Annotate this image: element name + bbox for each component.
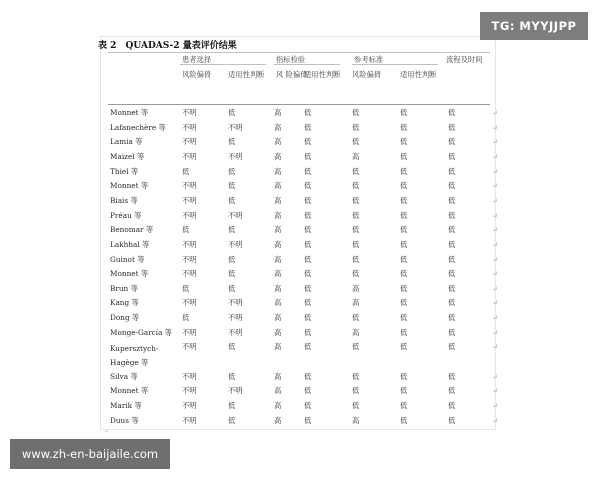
rating-cell: 低 bbox=[400, 313, 408, 323]
rating-cell: 低 bbox=[400, 415, 408, 425]
study-name: Duus 等 bbox=[110, 415, 139, 425]
table-row bbox=[108, 108, 499, 123]
rating-cell: 高 bbox=[274, 415, 282, 425]
rating-cell: 低 bbox=[400, 283, 408, 293]
cell-end-mark-icon: ↵ bbox=[492, 239, 499, 249]
table-row bbox=[108, 166, 499, 182]
rating-cell: 低 bbox=[228, 269, 236, 279]
table-row bbox=[108, 195, 499, 211]
rating-cell: 高 bbox=[274, 181, 282, 191]
rating-cell: 不明 bbox=[228, 298, 243, 308]
rating-cell: 低 bbox=[400, 400, 408, 410]
watermark-bottom: www.zh-en-baijaile.com bbox=[10, 439, 170, 469]
rating-cell: 低 bbox=[304, 151, 312, 161]
rating-cell: 高 bbox=[274, 313, 282, 323]
rating-cell: 低 bbox=[448, 137, 456, 147]
rating-cell: 低 bbox=[352, 400, 360, 410]
rating-cell: 不明 bbox=[228, 239, 243, 249]
subheader-applicability: 适用性判断 bbox=[304, 70, 341, 79]
cell-end-mark-icon: ↵ bbox=[492, 386, 499, 396]
rating-cell: 低 bbox=[400, 108, 408, 117]
rating-cell: 低 bbox=[448, 342, 456, 352]
cell-end-mark-icon: ↵ bbox=[492, 181, 499, 191]
cell-end-mark-icon: ↵ bbox=[492, 313, 499, 323]
table-row bbox=[108, 415, 499, 431]
rating-cell: 低 bbox=[228, 225, 236, 235]
rating-cell: 低 bbox=[352, 225, 360, 235]
table-row bbox=[108, 122, 499, 138]
study-name: Biais 等 bbox=[110, 195, 138, 205]
rating-cell: 低 bbox=[228, 400, 236, 410]
header-bottom-rule bbox=[108, 104, 490, 105]
table-row bbox=[108, 400, 499, 416]
rating-cell: 低 bbox=[304, 313, 312, 323]
study-name: Monge-García 等 bbox=[110, 327, 173, 337]
rating-cell: 低 bbox=[400, 327, 408, 337]
study-name: Monnet 等 bbox=[110, 108, 149, 117]
table-row bbox=[108, 137, 499, 152]
rating-cell: 低 bbox=[352, 122, 360, 132]
rating-cell: 低 bbox=[304, 210, 312, 220]
rating-cell: 低 bbox=[352, 166, 360, 176]
rating-cell: 不明 bbox=[182, 298, 197, 308]
rating-cell: 低 bbox=[448, 371, 456, 381]
rating-cell: 不明 bbox=[182, 137, 197, 147]
rating-cell: 高 bbox=[274, 400, 282, 410]
rating-cell: 不明 bbox=[182, 210, 197, 220]
rating-cell: 低 bbox=[182, 283, 190, 293]
table-row bbox=[108, 151, 499, 167]
rating-cell: 低 bbox=[352, 313, 360, 323]
rating-cell: 低 bbox=[228, 283, 236, 293]
study-name: Dong 等 bbox=[110, 313, 140, 323]
caption-title: QUADAS-2 量表评价结果 bbox=[125, 41, 237, 51]
rating-cell: 高 bbox=[274, 239, 282, 249]
study-name: Brun 等 bbox=[110, 283, 138, 293]
header-patient-selection: 患者选择 bbox=[182, 55, 212, 64]
cell-end-mark-icon: ↵ bbox=[492, 298, 499, 308]
cell-end-mark-icon: ↵ bbox=[492, 195, 499, 205]
rating-cell: 低 bbox=[352, 181, 360, 191]
rating-cell: 低 bbox=[400, 269, 408, 279]
rating-cell: 高 bbox=[352, 283, 360, 293]
study-name: Monnet 等 bbox=[110, 386, 149, 396]
subheader-risk-bias: 风险偏倚 bbox=[182, 70, 212, 79]
rating-cell: 低 bbox=[304, 195, 312, 205]
rating-cell: 高 bbox=[274, 269, 282, 279]
rating-cell: 低 bbox=[400, 210, 408, 220]
rating-cell: 低 bbox=[304, 166, 312, 176]
rating-cell: 不明 bbox=[182, 342, 197, 352]
subheader-applicability: 适用性判断 bbox=[400, 70, 437, 79]
rating-cell: 低 bbox=[304, 137, 312, 147]
rating-cell: 低 bbox=[304, 108, 312, 117]
rating-cell: 低 bbox=[400, 342, 408, 352]
table-row bbox=[108, 283, 499, 299]
rating-cell: 低 bbox=[304, 122, 312, 132]
rating-cell: 低 bbox=[304, 415, 312, 425]
study-name: Guinot 等 bbox=[110, 254, 145, 264]
subheader-risk-bias: 风 险偏倚 bbox=[276, 70, 308, 79]
watermark-top: TG: MYYJJPP bbox=[480, 12, 588, 40]
rating-cell: 低 bbox=[352, 371, 360, 381]
rating-cell: 不明 bbox=[228, 122, 243, 132]
rating-cell: 高 bbox=[274, 225, 282, 235]
rating-cell: 低 bbox=[400, 225, 408, 235]
study-name: Lakhhal 等 bbox=[110, 239, 150, 249]
cell-end-mark-icon: ↵ bbox=[492, 269, 499, 279]
header-index-test: 指标检验 bbox=[276, 55, 306, 64]
table-row bbox=[108, 386, 499, 401]
study-name: Monnet 等 bbox=[110, 181, 149, 191]
rating-cell: 不明 bbox=[228, 151, 243, 161]
rating-cell: 不明 bbox=[182, 122, 197, 132]
rating-cell: 低 bbox=[448, 254, 456, 264]
table-row bbox=[108, 342, 499, 371]
cell-end-mark-icon: ↵ bbox=[492, 108, 499, 117]
rating-cell: 低 bbox=[182, 313, 190, 323]
rating-cell: 低 bbox=[304, 327, 312, 337]
rating-cell: 低 bbox=[400, 239, 408, 249]
cell-end-mark-icon: ↵ bbox=[492, 415, 499, 425]
rating-cell: 低 bbox=[304, 298, 312, 308]
cell-end-mark-icon: ↵ bbox=[492, 371, 499, 381]
rating-cell: 不明 bbox=[182, 254, 197, 264]
rating-cell: 低 bbox=[352, 210, 360, 220]
caption-number: 表 2 bbox=[98, 41, 117, 51]
rating-cell: 低 bbox=[400, 122, 408, 132]
cell-end-mark-icon: ↵ bbox=[492, 283, 499, 293]
rating-cell: 低 bbox=[448, 386, 456, 396]
rating-cell: 低 bbox=[448, 122, 456, 132]
rating-cell: 低 bbox=[448, 225, 456, 235]
table-row bbox=[108, 254, 499, 270]
rating-cell: 低 bbox=[448, 415, 456, 425]
rating-cell: 低 bbox=[448, 108, 456, 117]
rating-cell: 低 bbox=[228, 195, 236, 205]
table-row bbox=[108, 239, 499, 255]
rating-cell: 不明 bbox=[182, 108, 197, 117]
study-name: Lamia 等 bbox=[110, 137, 143, 147]
study-name: Thiel 等 bbox=[110, 166, 139, 176]
rating-cell: 低 bbox=[228, 342, 236, 352]
table-row bbox=[108, 225, 499, 240]
rating-cell: 高 bbox=[274, 386, 282, 396]
rating-cell: 低 bbox=[304, 386, 312, 396]
rating-cell: 低 bbox=[304, 371, 312, 381]
rating-cell: 低 bbox=[352, 137, 360, 147]
rating-cell: 不明 bbox=[182, 327, 197, 337]
rating-cell: 高 bbox=[274, 195, 282, 205]
rating-cell: 低 bbox=[448, 327, 456, 337]
cell-end-mark-icon: ↵ bbox=[492, 151, 499, 161]
rating-cell: 低 bbox=[448, 269, 456, 279]
rating-cell: 高 bbox=[352, 298, 360, 308]
rating-cell: 低 bbox=[182, 225, 190, 235]
cell-end-mark-icon: ↵ bbox=[492, 210, 499, 220]
rating-cell: 低 bbox=[448, 195, 456, 205]
rating-cell: 低 bbox=[352, 254, 360, 264]
rating-cell: 高 bbox=[352, 151, 360, 161]
rating-cell: 高 bbox=[274, 151, 282, 161]
rating-cell: 高 bbox=[274, 166, 282, 176]
table-row bbox=[108, 269, 499, 284]
table-row bbox=[108, 371, 499, 387]
cell-end-mark-icon: ↵ bbox=[492, 166, 499, 176]
rating-cell: 低 bbox=[304, 239, 312, 249]
table-row bbox=[108, 327, 499, 343]
rating-cell: 高 bbox=[274, 122, 282, 132]
rating-cell: 低 bbox=[400, 386, 408, 396]
subheader-applicability: 适用性判断 bbox=[228, 70, 265, 79]
cell-end-mark-icon: ↵ bbox=[492, 225, 499, 235]
rating-cell: 低 bbox=[228, 108, 236, 117]
rating-cell: 低 bbox=[352, 269, 360, 279]
rating-cell: 不明 bbox=[182, 181, 197, 191]
rating-cell: 高 bbox=[274, 210, 282, 220]
rating-cell: 高 bbox=[352, 415, 360, 425]
table-row bbox=[108, 181, 499, 196]
rating-cell: 高 bbox=[352, 327, 360, 337]
rating-cell: 低 bbox=[400, 137, 408, 147]
subheader-risk-bias: 风险偏倚 bbox=[352, 70, 382, 79]
rating-cell: 高 bbox=[274, 327, 282, 337]
header-reference-standard: 参考标准 bbox=[354, 55, 384, 64]
study-name: Monnet 等 bbox=[110, 269, 149, 279]
study-name: Kupersztych-Hagège 等 bbox=[110, 344, 159, 368]
study-name: Benomar 等 bbox=[110, 225, 154, 235]
rating-cell: 低 bbox=[228, 254, 236, 264]
rating-cell: 低 bbox=[304, 400, 312, 410]
rating-cell: 低 bbox=[182, 166, 190, 176]
rating-cell: 不明 bbox=[182, 400, 197, 410]
rating-cell: 不明 bbox=[182, 239, 197, 249]
rating-cell: 低 bbox=[352, 342, 360, 352]
rating-cell: 低 bbox=[228, 371, 236, 381]
rating-cell: 高 bbox=[274, 108, 282, 117]
rating-cell: 不明 bbox=[182, 415, 197, 425]
rating-cell: 低 bbox=[400, 166, 408, 176]
rating-cell: 低 bbox=[352, 108, 360, 117]
rating-cell: 高 bbox=[274, 283, 282, 293]
rating-cell: 高 bbox=[274, 254, 282, 264]
cell-end-mark-icon: ↵ bbox=[492, 137, 499, 147]
rating-cell: 不明 bbox=[228, 210, 243, 220]
rating-cell: 低 bbox=[448, 239, 456, 249]
rating-cell: 低 bbox=[448, 283, 456, 293]
rating-cell: 高 bbox=[274, 371, 282, 381]
study-name: Marik 等 bbox=[110, 400, 142, 410]
table-row bbox=[108, 313, 499, 328]
rating-cell: 高 bbox=[274, 298, 282, 308]
rating-cell: 不明 bbox=[182, 386, 197, 396]
rating-cell: 低 bbox=[304, 342, 312, 352]
rating-cell: 低 bbox=[304, 269, 312, 279]
rating-cell: 不明 bbox=[182, 371, 197, 381]
header-top-rule bbox=[108, 52, 490, 53]
rating-cell: 低 bbox=[448, 298, 456, 308]
rating-cell: 不明 bbox=[182, 151, 197, 161]
cell-end-mark-icon: ↵ bbox=[492, 122, 499, 132]
rating-cell: 低 bbox=[228, 181, 236, 191]
rating-cell: 低 bbox=[304, 254, 312, 264]
rating-cell: 低 bbox=[400, 254, 408, 264]
rating-cell: 低 bbox=[448, 210, 456, 220]
rating-cell: 低 bbox=[448, 151, 456, 161]
rating-cell: 不明 bbox=[228, 386, 243, 396]
rating-cell: 低 bbox=[304, 181, 312, 191]
rating-cell: 低 bbox=[352, 386, 360, 396]
rating-cell: 低 bbox=[448, 400, 456, 410]
table-caption bbox=[98, 38, 237, 51]
rating-cell: 高 bbox=[274, 137, 282, 147]
rating-cell: 低 bbox=[400, 195, 408, 205]
cell-end-mark-icon: ↵ bbox=[492, 254, 499, 264]
study-name: Préau 等 bbox=[110, 210, 142, 220]
study-name: Maizel 等 bbox=[110, 151, 145, 161]
rating-cell: 低 bbox=[352, 239, 360, 249]
cell-end-mark-icon: ↵ bbox=[492, 327, 499, 337]
rating-cell: 低 bbox=[400, 151, 408, 161]
rating-cell: 低 bbox=[304, 225, 312, 235]
rating-cell: 低 bbox=[448, 181, 456, 191]
rating-cell: 低 bbox=[228, 415, 236, 425]
cell-end-mark-icon: ↵ bbox=[492, 342, 499, 352]
rating-cell: 低 bbox=[228, 166, 236, 176]
study-name: Silva 等 bbox=[110, 371, 138, 381]
rating-cell: 低 bbox=[400, 371, 408, 381]
study-name: Kang 等 bbox=[110, 298, 139, 308]
rating-cell: 不明 bbox=[182, 269, 197, 279]
rating-cell: 低 bbox=[304, 283, 312, 293]
rating-cell: 低 bbox=[448, 313, 456, 323]
rating-cell: 不明 bbox=[228, 327, 243, 337]
rating-cell: 低 bbox=[400, 298, 408, 308]
rating-cell: 不明 bbox=[182, 195, 197, 205]
cell-end-mark-icon: ↵ bbox=[492, 400, 499, 410]
rating-cell: 低 bbox=[228, 137, 236, 147]
header-flow-timing: 流程及时间 bbox=[446, 55, 483, 64]
rating-cell: 低 bbox=[400, 181, 408, 191]
rating-cell: 高 bbox=[274, 342, 282, 352]
table-row bbox=[108, 210, 499, 226]
rating-cell: 低 bbox=[448, 166, 456, 176]
table-row bbox=[108, 298, 499, 313]
rating-cell: 低 bbox=[352, 195, 360, 205]
study-name: Lafanechère 等 bbox=[110, 122, 166, 132]
rating-cell: 不明 bbox=[228, 313, 243, 323]
paragraph-mark-icon: ↵ bbox=[104, 428, 110, 435]
